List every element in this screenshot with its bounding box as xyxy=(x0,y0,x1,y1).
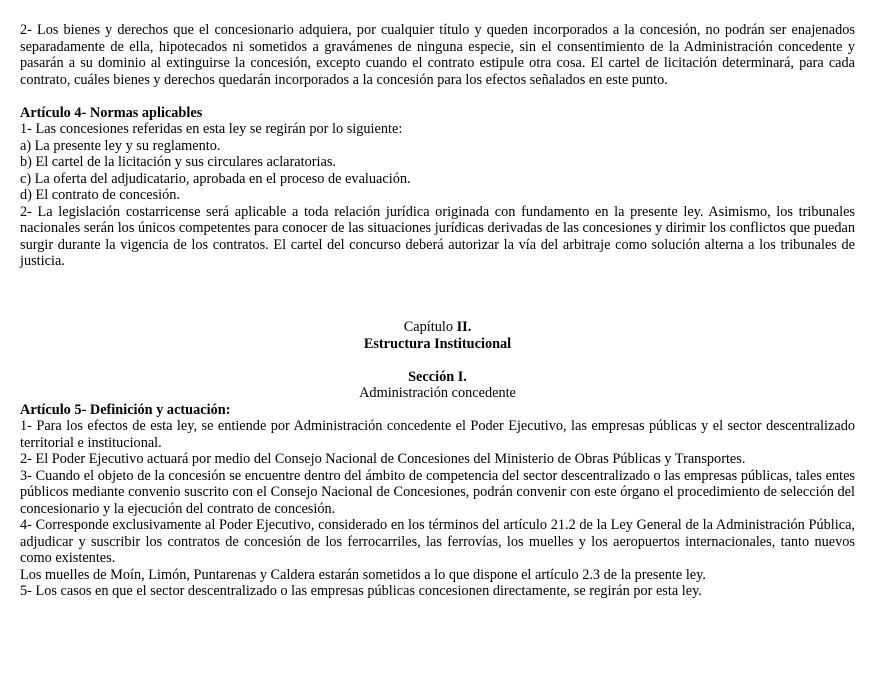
chapter-title: Estructura Institucional xyxy=(363,335,512,352)
article-5-paragraph: 1- Para los efectos de esta ley, se entiende por Administración concedente el Poder Ejecutivo, las empresas públicas y el sector descentralizado territorial e institucional. xyxy=(20,418,855,451)
article-4-intro: 1- Las concesiones referidas en esta ley se regirán por lo siguiente: xyxy=(20,121,403,137)
article-5-paragraph: 3- Cuando el objeto de la concesión se encuentre dentro del ámbito de competencia del sector descentralizado o las empresas públicas, tales entes públicos mediante convenio suscrito con el Consejo Nacional de Concesiones, podrán convenir con este órgano el procedimiento de selección del concesionario y la ejecución del contrato de concesión. xyxy=(20,467,855,517)
paragraph-bienes: 2- Los bienes y derechos que el concesionario adquiera, por cualquier título y queden incorporados a la concesión, no podrán ser enajenados separadamente de ella, hipotecados ni sometidos a gravámenes de ninguna especie, sin el consentimiento de la Administración concedente y pasarán a su dominio al extinguirse la concesión, excepto cuando el contrato estipule otra cosa. El cartel de licitación determinará, para cada contrato, cuáles bienes y derechos quedarán incorporados a la concesión para los efectos señalados en este punto. xyxy=(20,22,855,88)
spacer xyxy=(20,88,855,105)
list-item: c) La oferta del adjudicatario, aprobada en el proceso de evaluación. xyxy=(20,170,411,187)
spacer xyxy=(20,270,855,303)
list-item: a) La presente ley y su reglamento. xyxy=(20,137,221,154)
article-5-paragraph: 5- Los casos en que el sector descentralizado o las empresas públicas concesionen directamente, se regirán por esta ley. xyxy=(20,583,702,599)
list-item: d) El contrato de concesión. xyxy=(20,187,180,203)
article-5-paragraph: 2- El Poder Ejecutivo actuará por medio del Consejo Nacional de Concesiones del Ministerio de Obras Públicas y Transportes. xyxy=(20,451,746,467)
article-4-heading: Artículo 4- Normas aplicables xyxy=(20,104,203,121)
section-title: Administración concedente xyxy=(359,385,516,401)
section-heading: Sección I. xyxy=(408,368,467,385)
chapter-heading xyxy=(20,319,855,336)
list-item: b) El cartel de la licitación y sus circulares aclaratorias. xyxy=(20,154,336,170)
article-5-heading: Artículo 5- Definición y actuación: xyxy=(20,401,231,418)
article-5-paragraph: Los muelles de Moín, Limón, Puntarenas y Caldera estarán sometidos a lo que dispone el artículo 2.3 de la presente ley. xyxy=(20,566,706,583)
chapter-number: II. xyxy=(456,319,472,335)
chapter-label: Capítulo xyxy=(403,319,453,335)
article-4-paragraph-2: 2- La legislación costarricense será aplicable a toda relación jurídica originada con fundamento en la presente ley. Asimismo, los tribunales nacionales serán los únicos competentes para conocer de las situaciones jurídicas derivadas de las concesiones y dirimir los conflictos que puedan surgir durante la vigencia de los contratos. El cartel del concurso deberá autorizar la vía del arbitraje como solución alterna a los tribunales de justicia. xyxy=(20,203,855,269)
spacer xyxy=(20,303,855,320)
article-5-paragraph: 4- Corresponde exclusivamente al Poder Ejecutivo, considerado en los términos del artículo 21.2 de la Ley General de la Administración Pública, adjudicar y suscribir los contratos de concesión de los ferrocarriles, las ferrovías, los muelles y los aeropuertos internacionales, tanto nuevos como existentes. xyxy=(20,517,855,566)
spacer xyxy=(20,352,855,369)
